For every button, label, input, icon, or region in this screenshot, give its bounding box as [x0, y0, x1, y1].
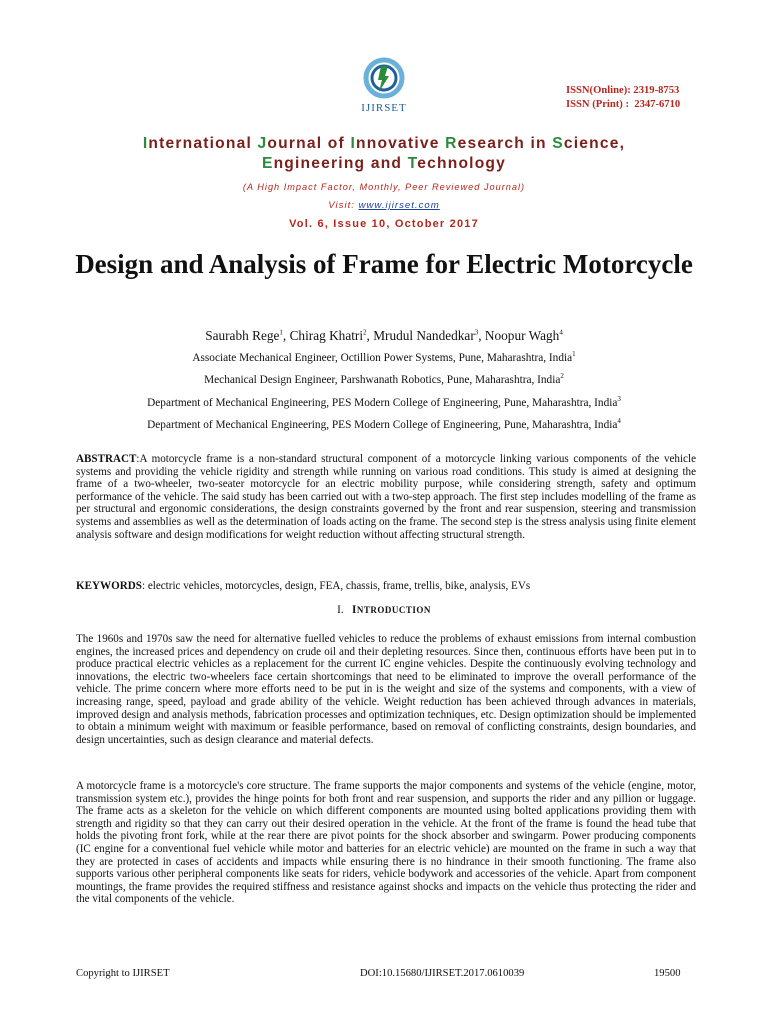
- section-number: I.: [337, 604, 344, 616]
- abstract-text: :A motorcycle frame is a non-standard structural component of a motorcycle linking various components of the vehicle systems and providing the vehicle rigidity and strength while running on various road conditions. This study is aimed at designing the frame of a two-wheeler, two-seater motorcycle for an electric mobility purpose, while considering strength, safety and optimum performance of the vehicle. The said study has been carried out with a two-step approach. The first step includes modelling of the frame as per structural and ergonomic considerations, the design constraints governed by the front and rear suspension, steering and transmission systems and assemblies as well as the determination of loads acting on the frame. The second step is the stress analysis using finite element analysis software and design modifications for weight reduction without affecting structural strength.: [76, 453, 696, 541]
- journal-volume: Vol. 6, Issue 10, October 2017: [289, 218, 479, 230]
- author-mark: 2: [363, 328, 367, 337]
- journal-url-link[interactable]: www.ijirset.com: [358, 200, 440, 211]
- abstract-label: ABSTRACT: [76, 453, 137, 465]
- author-name: Mrudul Nandedkar: [373, 328, 475, 343]
- author-mark: 4: [559, 328, 563, 337]
- intro-paragraph: A motorcycle frame is a motorcycle's core structure. The frame supports the major components and systems of the vehicle (engine, motor, transmission system etc.), provides the hinge points for both front and rear suspension, and supports the rider and any pillion or luggage. The frame acts as a skeleton for the vehicle on which different components are mounted using bolted applications providing them with strength and rigidity so that they can carry out their desired operation in the vehicle. At the front of the frame is found the head tube that holds the pivoting front fork, while at the rear there are pivot points for the shock absorber and swingarm. Power producing components (IC engine for a conventional fuel vehicle while motor and batteries for an electric vehicle) are mounted on the frame in such a way that they are protected in cases of accidents and impacts while ensuring there is no hindrance in their smooth functioning. The frame also supports various other peripheral components like seats for riders, vehicle bodywork and accessories of the vehicle. Apart from component mountings, the frame provides the required stiffness and resistance against shocks and impacts on the vehicle thus protecting the rider and the vital components of the vehicle.: [76, 780, 696, 906]
- author-name: Saurabh Rege: [205, 328, 280, 343]
- author-name: Chirag Khatri: [289, 328, 364, 343]
- keywords: [76, 580, 696, 593]
- affiliation-text: Mechanical Design Engineer, Parshwanath Robotics, Pune, Maharashtra, India: [204, 374, 561, 386]
- author-name: Noopur Wagh: [484, 328, 560, 343]
- footer-doi: DOI:10.15680/IJIRSET.2017.0610039: [360, 968, 525, 979]
- affiliation-mark: 1: [572, 350, 576, 359]
- affiliation-mark: 2: [560, 372, 564, 381]
- affiliation-text: Department of Mechanical Engineering, PES Modern College of Engineering, Pune, Maharashtra, India: [147, 419, 618, 431]
- author-list: Saurabh Rege$^1$, Chirag Khatri$^2$, Mrudul Nandedkar$^3$, Noopur Wagh$^4$: [205, 328, 563, 343]
- affiliation-mark: 3: [617, 395, 621, 404]
- keywords-label: KEYWORDS: [76, 580, 142, 592]
- keywords-text: : electric vehicles, motorcycles, design, FEA, chassis, frame, trellis, bike, analysis, EVs: [141, 580, 531, 592]
- author-mark: 3: [474, 328, 479, 337]
- footer-copyright: Copyright to IJIRSET: [76, 968, 170, 979]
- affiliation: [0, 397, 768, 409]
- abstract: [76, 453, 696, 541]
- section-title: INTRODUCTION: [352, 604, 431, 616]
- journal-title-line2: Engineering and Technology: [261, 155, 507, 172]
- journal-title-line1: International Journal of Innovative Research in Science,: [142, 135, 626, 152]
- journal-visit: [0, 200, 768, 211]
- affiliation-text: Associate Mechanical Engineer, Octillion Power Systems, Pune, Maharashtra, India: [192, 352, 573, 364]
- visit-label: Visit:: [328, 200, 359, 211]
- paper-title: Design and Analysis of Frame for Electric Motorcycle: [75, 249, 693, 279]
- logo-text: IJIRSET: [361, 102, 407, 114]
- author-mark: 1: [279, 328, 283, 337]
- issn-online: ISSN(Online): 2319-8753: [566, 85, 680, 96]
- section-heading: [0, 604, 768, 616]
- affiliation: [0, 352, 768, 364]
- affiliation-text: Department of Mechanical Engineering, PES Modern College of Engineering, Pune, Maharashtra, India: [147, 397, 618, 409]
- affiliation: [0, 374, 768, 386]
- affiliation-mark: 4: [617, 417, 621, 426]
- journal-subtitle: (A High Impact Factor, Monthly, Peer Reviewed Journal): [242, 182, 526, 192]
- footer-page-number: 19500: [654, 968, 681, 979]
- intro-paragraph: The 1960s and 1970s saw the need for alternative fuelled vehicles to reduce the problems of exhaust emissions from internal combustion engines, the increased prices and dependency on crude oil and their depleting resources. Since then, continuous efforts have been put in to produce practical electric vehicles as a replacement for the current IC engine vehicles. Despite the continuously evolving technology and innovations, the electric two-wheelers face certain shortcomings that need to be eliminated to improve the overall performance of the vehicle. The prime concern where more efforts need to be put in is the weight and size of the systems and components, with a view of increasing range, speed, payload and grade ability of the vehicle. Weight reduction has been achieved through advances in materials, improved design and analysis methods, fabrication processes and optimization techniques, etc. Design optimization should be implemented to obtain a minimum weight with maximum or feasible performance, based on removal of conflicting constraints, design boundaries, and design uncertainties, such as design clearance and material defects.: [76, 633, 696, 746]
- issn-block: [566, 84, 736, 111]
- issn-print: ISSN (Print) : 2347-6710: [566, 98, 681, 110]
- affiliation: [0, 419, 768, 431]
